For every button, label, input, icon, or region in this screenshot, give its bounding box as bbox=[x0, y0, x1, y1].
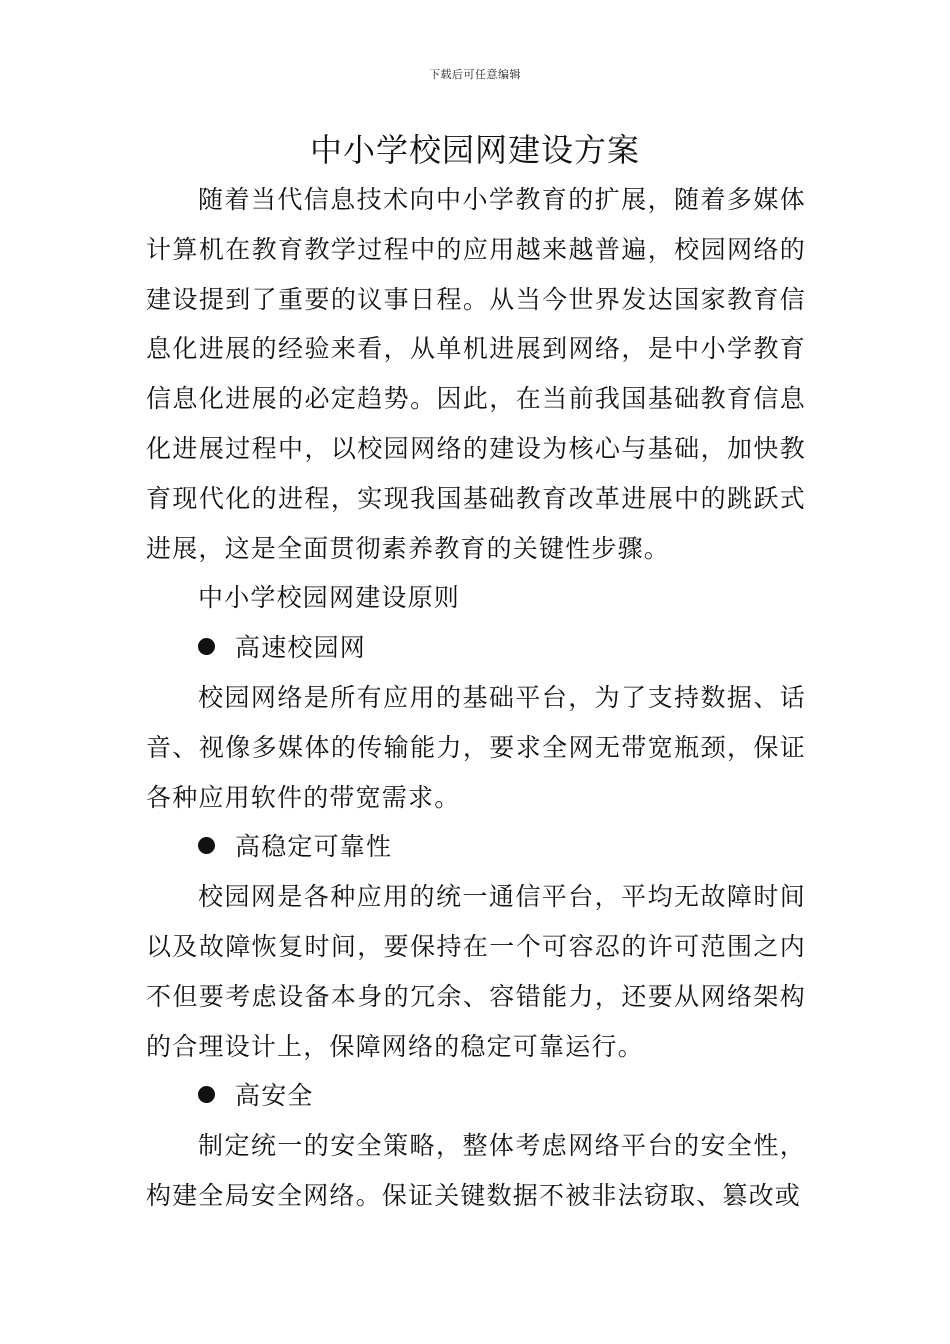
principles-heading: 中小学校园网建设原则 bbox=[198, 583, 461, 613]
bullet-item-high-speed bbox=[146, 623, 806, 673]
bullet-item-reliability bbox=[146, 822, 806, 872]
bullet-label: 高速校园网 bbox=[235, 633, 367, 663]
section-paragraph-reliability: 校园网是各种应用的统一通信平台，平均无故障时间以及故障恢复时间，要保持在一个可容忍的许可范围之内不但要考虑设备本身的冗余、容错能力，还要从网络架构的合理设计上，保障网络的稳定可靠运行。 bbox=[146, 882, 806, 1061]
bullet-dot-icon bbox=[198, 1086, 215, 1103]
document-body bbox=[146, 175, 806, 1221]
bullet-label: 高安全 bbox=[235, 1081, 314, 1111]
section-paragraph-security: 制定统一的安全策略，整体考虑网络平台的安全性，构建全局安全网络。保证关键数据不被非法窃取、篡改或 bbox=[146, 1131, 806, 1210]
bullet-item-security bbox=[146, 1071, 806, 1121]
header-note: 下载后可任意编辑 bbox=[429, 68, 521, 81]
section-paragraph-high-speed: 校园网络是所有应用的基础平台，为了支持数据、话音、视像多媒体的传输能力，要求全网无带宽瓶颈，保证各种应用软件的带宽需求。 bbox=[146, 682, 806, 812]
bullet-dot-icon bbox=[198, 638, 215, 655]
document-title: 中小学校园网建设方案 bbox=[309, 131, 640, 169]
bullet-dot-icon bbox=[198, 837, 215, 854]
bullet-label: 高稳定可靠性 bbox=[235, 832, 393, 862]
intro-paragraph: 随着当代信息技术向中小学教育的扩展，随着多媒体计算机在教育教学过程中的应用越来越普遍，校园网络的建设提到了重要的议事日程。从当今世界发达国家教育信息化进展的经验来看，从单机进展到网络，是中小学教育信息化进展的必定趋势。因此，在当前我国基础教育信息化进展过程中，以校园网络的建设为核心与基础，加快教育现代化的进程，实现我国基础教育改革进展中的跳跃式进展，这是全面贯彻素养教育的关键性步骤。 bbox=[146, 185, 806, 563]
